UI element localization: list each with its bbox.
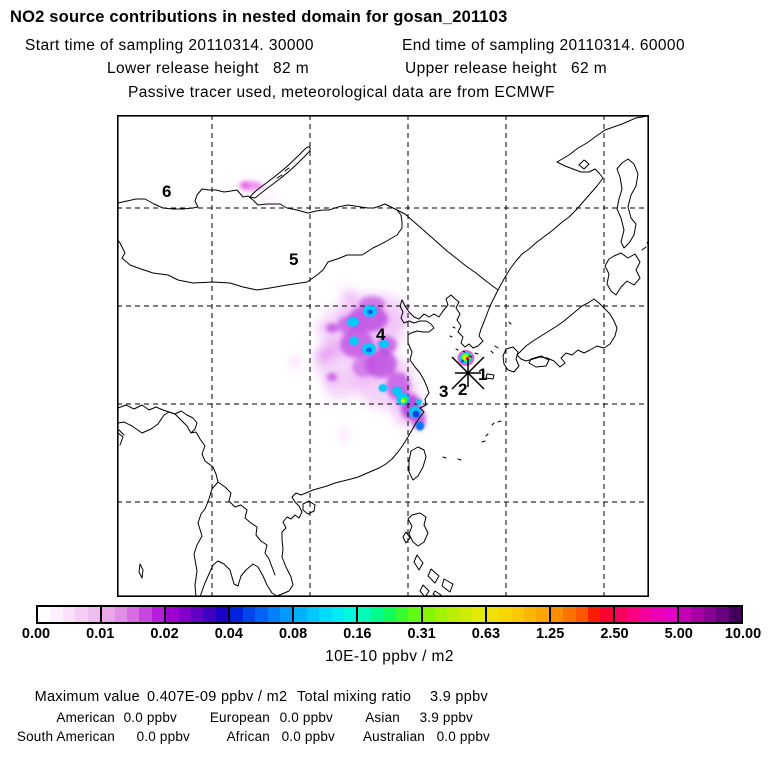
stat-value-australian: 0.0 ppbv [436, 729, 490, 744]
colorbar-cell [512, 607, 524, 622]
plume-cyan-cell [347, 317, 359, 327]
plume-bright-core [413, 411, 420, 418]
plume-cyan-cell [416, 399, 422, 405]
max-value-label: Maximum value [34, 689, 140, 705]
colorbar-cell [576, 607, 588, 622]
colorbar-tick-label: 0.31 [407, 626, 436, 642]
colorbar-cell [371, 607, 383, 622]
colorbar-tick-labels [0, 626, 768, 644]
colorbar-cell [423, 607, 435, 622]
plume-purple-blob [326, 323, 338, 333]
stat-label-african: African [226, 729, 270, 744]
coastline-path [617, 159, 638, 248]
colorbar [36, 605, 743, 624]
page-title: NO2 source contributions in nested domain for gosan_201103 [10, 8, 508, 26]
stat-label-european: European [209, 710, 270, 725]
colorbar-tick-label: 0.08 [278, 626, 308, 642]
colorbar-cell [230, 607, 242, 622]
colorbar-tick-label: 0.00 [21, 626, 51, 642]
colorbar-cell [268, 607, 280, 622]
colorbar-cell [255, 607, 267, 622]
colorbar-cell [50, 607, 62, 622]
plume-purple-blob [352, 357, 376, 377]
colorbar-cell [127, 607, 139, 622]
colorbar-cell [383, 607, 395, 622]
gosan-plume-spot [458, 350, 475, 366]
stat-value-asian: 3.9 ppbv [419, 710, 473, 725]
coastline-path [118, 405, 197, 433]
coastline-path [250, 147, 310, 198]
coastline-path [605, 253, 640, 295]
plume-bright-core [367, 310, 373, 315]
colorbar-cell [139, 607, 151, 622]
coastline-path [118, 189, 402, 290]
stat-label-asian: Asian [365, 710, 400, 725]
tracer-note-text: Passive tracer used, meteorological data are from ECMWF [128, 84, 555, 101]
plume-faint-blob [341, 290, 357, 300]
colorbar-cell [588, 607, 600, 622]
colorbar-cell [536, 607, 548, 622]
coastline-path [409, 447, 426, 480]
stat-value-european: 0.0 ppbv [279, 710, 333, 725]
colorbar-cell [294, 607, 306, 622]
colorbar-cell [729, 607, 741, 622]
colorbar-cell [640, 607, 652, 622]
plume-cyan-cell [379, 384, 388, 392]
colorbar-cell [408, 607, 420, 622]
plume-faint-blob [291, 359, 299, 365]
plume-bright-core [366, 348, 372, 353]
colorbar-segment-2.50-5.00 [613, 607, 677, 622]
coastline-path [118, 412, 218, 597]
plume-purple-blob [240, 181, 250, 189]
colorbar-cell [280, 607, 292, 622]
stat-value-american: 0.0 ppbv [123, 710, 177, 725]
colorbar-tick-label: 10.00 [724, 626, 762, 642]
colorbar-cell [358, 607, 370, 622]
coastline-path [139, 564, 143, 578]
colorbar-segment-0.01-0.02 [100, 607, 164, 622]
colorbar-cell [499, 607, 511, 622]
start-time-text: Start time of sampling 20110314. 30000 [25, 37, 314, 54]
colorbar-cell [551, 607, 563, 622]
plume-faint-blob [325, 344, 341, 358]
colorbar-cell [615, 607, 627, 622]
upper-release-text: Upper release height 62 m [405, 60, 608, 77]
coastline-path [218, 482, 275, 575]
colorbar-segment-0.16-0.31 [356, 607, 420, 622]
stat-label-american: American [56, 710, 115, 725]
colorbar-cell [396, 607, 408, 622]
colorbar-tick-label: 0.16 [343, 626, 372, 642]
colorbar-segment-0.31-0.63 [421, 607, 485, 622]
lower-release-text: Lower release height 82 m [107, 60, 310, 77]
colorbar-cell [472, 607, 484, 622]
colorbar-tick-label: 0.02 [150, 626, 179, 642]
colorbar-cell [679, 607, 691, 622]
colorbar-cell [332, 607, 344, 622]
region-label-5: 5 [289, 250, 299, 269]
total-mixing-value: 3.9 ppbv [430, 689, 489, 705]
max-value-text: 0.407E-09 ppbv / m2 [147, 689, 288, 705]
colorbar-cell [216, 607, 228, 622]
colorbar-segment-0.63-1.25 [485, 607, 549, 622]
colorbar-cell [319, 607, 331, 622]
colorbar-cell [691, 607, 703, 622]
region-label-1: 1 [478, 365, 488, 384]
colorbar-cell [75, 607, 87, 622]
stat-label-australian: Australian [362, 729, 425, 744]
colorbar-cell [88, 607, 100, 622]
coastline-path [397, 210, 498, 290]
colorbar-cell [203, 607, 215, 622]
colorbar-cell [38, 607, 50, 622]
colorbar-cell [652, 607, 664, 622]
colorbar-cell [102, 607, 114, 622]
coastline-path [451, 290, 498, 348]
colorbar-cell [166, 607, 178, 622]
coastline-path [517, 299, 617, 367]
plume-bright-core [401, 399, 405, 403]
coastline-path [498, 116, 648, 290]
region-label-6: 6 [162, 182, 172, 201]
plume-faint-blob [315, 322, 327, 332]
colorbar-cell [179, 607, 191, 622]
colorbar-segment-0.00-0.01 [38, 607, 100, 622]
colorbar-segment-5.00-10.00 [677, 607, 741, 622]
total-mixing-label: Total mixing ratio [297, 689, 412, 705]
region-label-3: 3 [439, 382, 449, 401]
coastline-path [450, 241, 649, 379]
coastline-path [403, 513, 453, 597]
colorbar-segment-0.08-0.16 [292, 607, 356, 622]
colorbar-cell [435, 607, 447, 622]
colorbar-segment-0.02-0.04 [164, 607, 228, 622]
colorbar-cell [243, 607, 255, 622]
colorbar-cell [487, 607, 499, 622]
colorbar-cell [563, 607, 575, 622]
end-time-text: End time of sampling 20110314. 60000 [402, 37, 685, 54]
stat-value-south-american: 0.0 ppbv [136, 729, 190, 744]
colorbar-cell [600, 607, 612, 622]
colorbar-cell [307, 607, 319, 622]
coastline-path [118, 430, 124, 445]
colorbar-cell [447, 607, 459, 622]
colorbar-cell [627, 607, 639, 622]
colorbar-cell [191, 607, 203, 622]
colorbar-cell [115, 607, 127, 622]
region-label-2: 2 [458, 380, 468, 399]
colorbar-cell [716, 607, 728, 622]
gosan-spot-ring [461, 360, 464, 363]
plume-cyan-cell [416, 422, 424, 431]
coastline-path [303, 501, 315, 514]
colorbar-tick-label: 0.63 [471, 626, 501, 642]
region-label-4: 4 [376, 325, 386, 344]
coastline-path [443, 421, 501, 460]
colorbar-cell [704, 607, 716, 622]
colorbar-cell [63, 607, 75, 622]
colorbar-segment-0.04-0.08 [228, 607, 292, 622]
coastline-path [579, 160, 589, 169]
plume-cyan-cell [349, 337, 359, 346]
colorbar-unit-label: 10E-10 ppbv / m2 [325, 648, 454, 665]
plume-faint-blob [339, 431, 349, 439]
stat-label-south-american: South American [16, 729, 115, 744]
colorbar-cell [460, 607, 472, 622]
stat-value-african: 0.0 ppbv [281, 729, 335, 744]
coastline-path [503, 347, 519, 372]
colorbar-cell [344, 607, 356, 622]
colorbar-tick-label: 0.01 [86, 626, 115, 642]
colorbar-cell [152, 607, 164, 622]
colorbar-tick-label: 0.04 [214, 626, 243, 642]
colorbar-segment-1.25-2.50 [549, 607, 613, 622]
source-contribution-map [117, 115, 649, 597]
plume-purple-blob [327, 373, 337, 381]
colorbar-tick-label: 2.50 [600, 626, 629, 642]
colorbar-tick-label: 1.25 [536, 626, 565, 642]
colorbar-cell [665, 607, 677, 622]
colorbar-tick-label: 5.00 [664, 626, 693, 642]
plume-faint-blob [264, 196, 274, 202]
colorbar-cell [524, 607, 536, 622]
